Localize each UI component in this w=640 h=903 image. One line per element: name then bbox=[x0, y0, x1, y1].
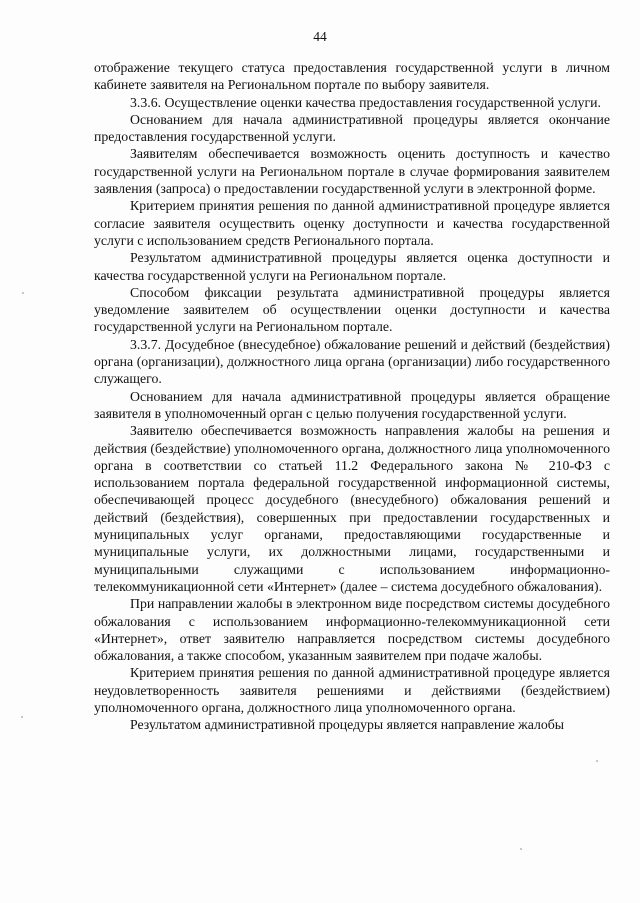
paragraph: Результатом административной процедуры является оценка доступности и качества государственной услуги на Региональном портале. bbox=[94, 250, 610, 283]
paragraph: При направлении жалобы в электронном виде посредством системы досудебного обжалования с использованием информационно-телекоммуникационной сети «Интернет», ответ заявителю направляется посредством системы досудебного обжалования, а также способом, указанным заявителем при подаче жалобы. bbox=[94, 596, 610, 664]
paragraph: Основанием для начала административной процедуры является окончание предоставления государственной услуги. bbox=[94, 111, 610, 145]
paragraph: Заявителю обеспечивается возможность направления жалобы на решения и действия (бездействие) уполномоченного органа, должностного лица уполномоченного органа в соответствии со статьей 11.2 Федерального закона № 210-ФЗ с использованием портала федеральной государственной информационной системы, обеспечивающей процесс досудебного (внесудебного) обжалования решений и действий (бездействия), совершенных при предоставлении государственных и муниципальных услуг органами, предоставляющими государственные и муниципальные услуги, их должностными лицами, государственными и муниципальными служащими с использованием информационно-телекоммуникационной сети «Интернет» (далее – система досудебного обжалования). bbox=[94, 423, 610, 594]
paragraph: Заявителям обеспечивается возможность оценить доступность и качество государственной услуги на Региональном портале в случае формирования заявителем заявления (запроса) о предоставлении государственной услуги в электронной форме. bbox=[94, 146, 610, 197]
section-heading-3-3-6: 3.3.6. Осуществление оценки качества предоставления государственной услуги. bbox=[130, 94, 601, 110]
paragraph: Критерием принятия решения по данной административной процедуре является неудовлетворенность заявителя решениями и действиями (бездействием) уполномоченного органа, должностного лица уполномоченного органа. bbox=[94, 665, 610, 715]
paragraph: Способом фиксации результата административной процедуры является уведомление заявителем об осуществлении оценки доступности и качества государственной услуги на Региональном портале. bbox=[94, 284, 610, 335]
document-body bbox=[94, 59, 610, 734]
page-number: 44 bbox=[313, 29, 327, 44]
scan-speck bbox=[22, 292, 24, 294]
paragraph-continuation: отображение текущего статуса предоставления государственной услуги в личном кабинете заявителя на Региональном портале по выбору заявителя. bbox=[94, 60, 610, 93]
scan-speck bbox=[520, 848, 522, 850]
section-heading-3-3-7: 3.3.7. Досудебное (внесудебное) обжалование решений и действий (бездействия) органа (организации), должностного лица органа (организации) либо государственного служащего. bbox=[94, 336, 610, 387]
scan-speck bbox=[596, 760, 598, 762]
scan-speck bbox=[21, 716, 23, 718]
paragraph: Критерием принятия решения по данной административной процедуре является согласие заявителя осуществить оценку доступности и качества государственной услуги с использованием средств Регионального портала. bbox=[94, 198, 610, 248]
paragraph-truncated: Результатом административной процедуры является направление жалобы bbox=[130, 717, 565, 733]
paragraph: Основанием для начала административной процедуры является обращение заявителя в уполномоченный орган с целью получения государственной услуги. bbox=[94, 388, 610, 421]
